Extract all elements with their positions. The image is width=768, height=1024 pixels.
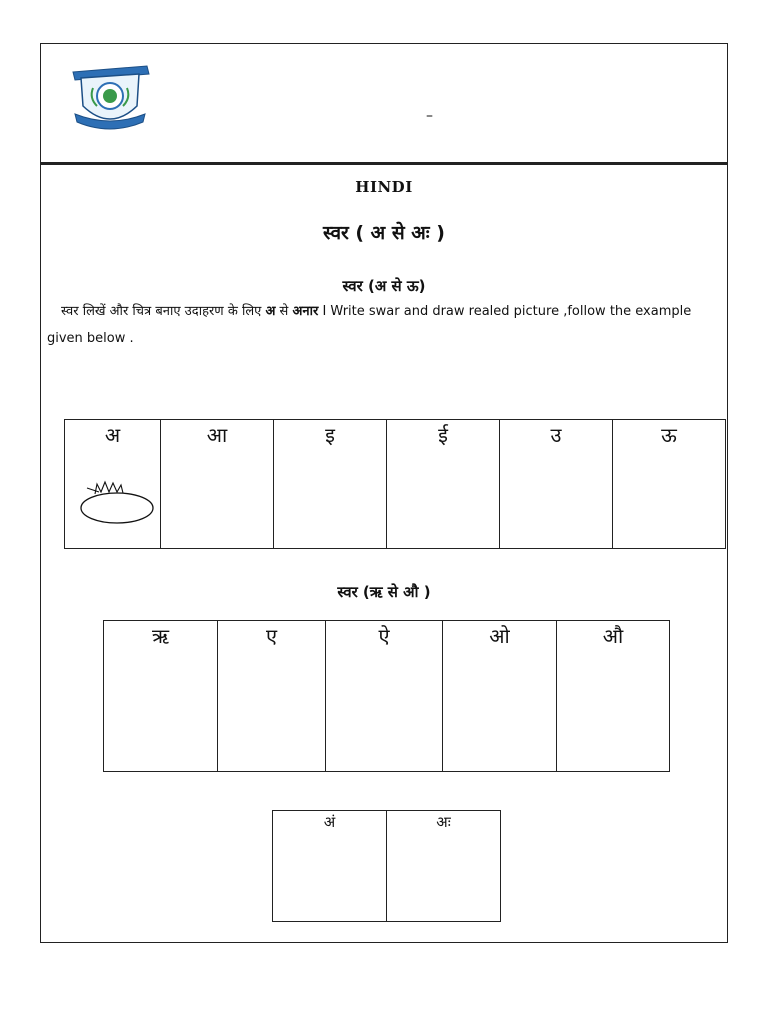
swar-letter: ऐ [378,624,390,648]
swar-letter: ओ [489,624,510,648]
swar-letter: आ [206,423,228,447]
swar-cell [274,420,387,549]
swar-cell [273,811,387,922]
swar-letter: ऋ [151,624,170,648]
swar-cell [161,420,274,549]
swar-table-2 [103,620,670,772]
section2-title: स्वर (ऋ से औ ) [337,583,431,601]
worksheet-title: स्वर ( अ से अः ) [323,222,445,244]
swar-cell [443,621,557,772]
section1-title: स्वर (अ से ऊ) [342,277,426,295]
swar-table-3 [272,810,501,922]
swar-letter: अ [104,423,121,447]
swar-cell [557,621,670,772]
swar-letter: अं [323,813,336,831]
swar-cell [104,621,218,772]
header [41,44,727,162]
instruction-english: I Write swar and draw realed picture ,follow the example given below . [47,304,692,346]
swar-letter: ऊ [661,423,677,447]
pomegranate-icon [79,478,155,524]
swar-letter: ए [265,624,278,648]
swar-letter: उ [550,423,562,447]
swar-cell [326,621,443,772]
worksheet-page [40,43,728,943]
header-divider [41,162,727,165]
swar-cell [387,811,501,922]
instruction-se: से [279,304,289,319]
instruction-bold-anar: अनार [292,304,319,319]
swar-letter: अः [436,813,451,831]
subject-label: HINDI [355,178,413,196]
swar-table-1 [64,419,726,549]
swar-letter: औ [602,624,624,648]
swar-cell [65,420,161,549]
swar-cell [613,420,726,549]
instruction-text [47,298,723,352]
swar-letter: इ [325,423,335,447]
swar-cell [500,420,613,549]
header-dash: – [426,108,433,124]
swar-cell [387,420,500,549]
school-crest-icon [69,62,151,134]
swar-letter: ई [438,423,448,447]
swar-cell [218,621,326,772]
instruction-bold-a: अ [265,304,276,319]
instruction-hindi: स्वर लिखें और चित्र बनाए उदाहरण के लिए [61,304,262,319]
